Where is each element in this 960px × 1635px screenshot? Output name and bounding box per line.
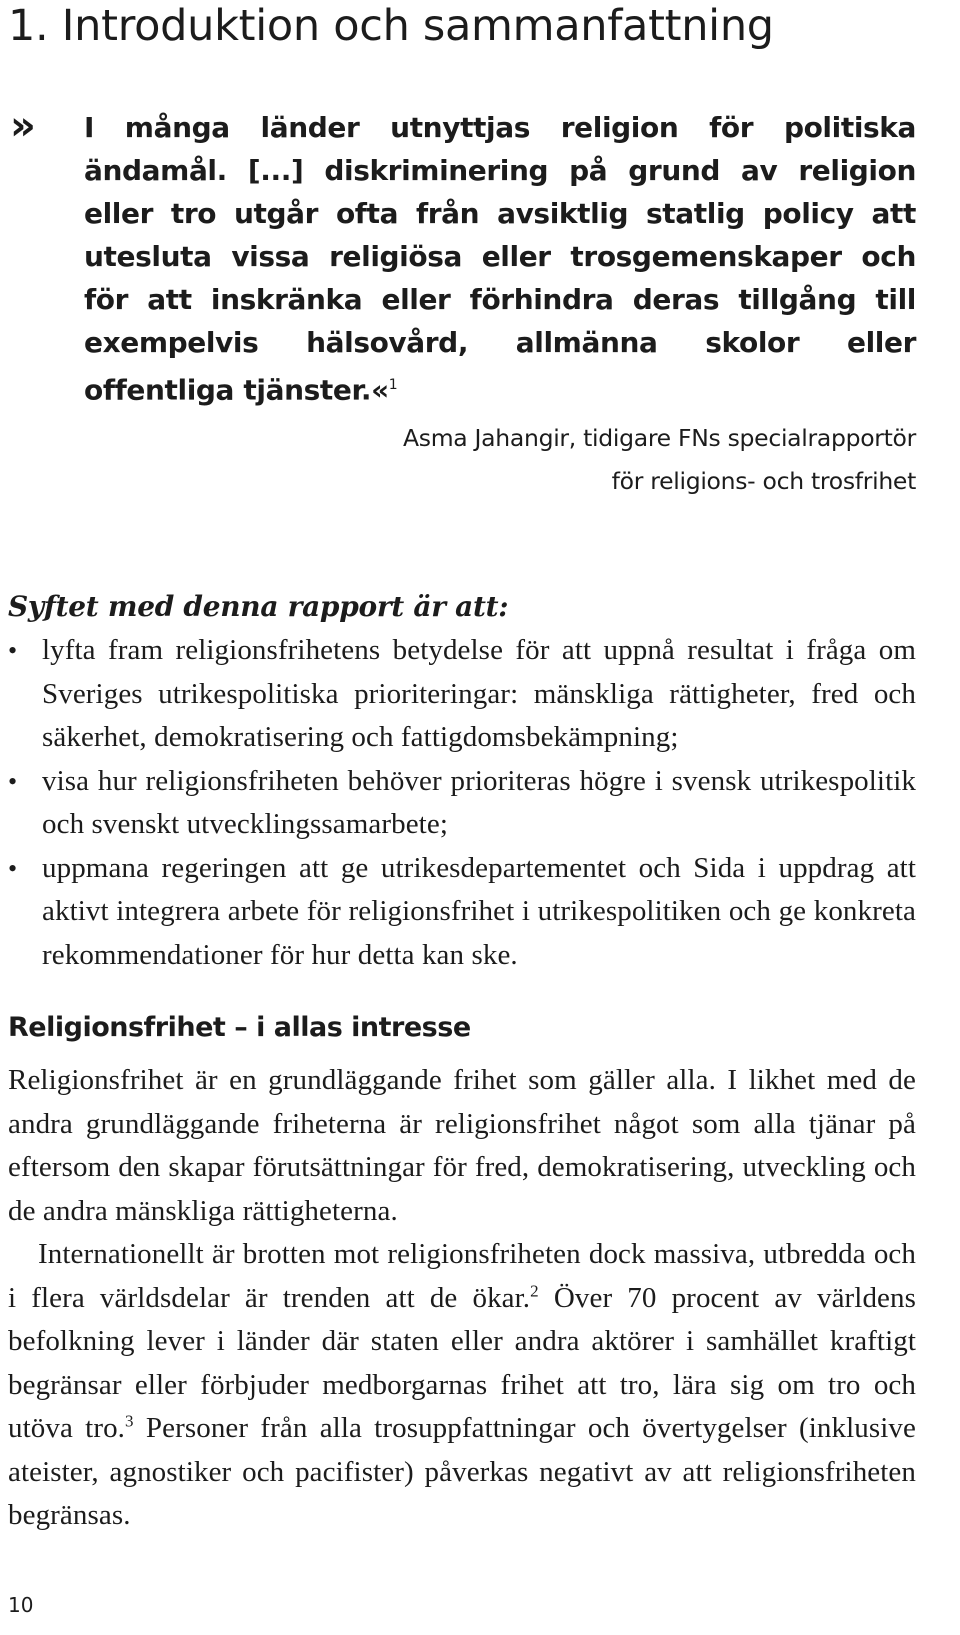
section-body xyxy=(8,1059,916,1538)
quote-text: I många länder utnyttjas religion för politiska ändamål. [...] diskriminering på grund av religion eller tro utgår ofta från avsiktlig statlig policy att utesluta vissa religiösa eller trosgemenskaper och för att inskränka eller förhindra deras tillgång till exempelvis hälsovård, allmänna skolor eller offentliga tjänster.« xyxy=(84,111,916,407)
epigraph-quote xyxy=(8,103,916,411)
body-paragraph-2 xyxy=(8,1233,916,1538)
purpose-list xyxy=(8,629,916,977)
chapter-title: 1. Introduktion och sammanfattning xyxy=(8,1,774,51)
section-heading: Religionsfrihet – i allas intresse xyxy=(8,1012,471,1044)
purpose-list-item xyxy=(8,760,916,847)
quote-footnote-ref: 1 xyxy=(388,377,398,393)
paragraph-2-text-c: Personer från alla trosuppfattningar och övertygelser (inklusive ateister, agnostiker och pacifister) påverkas negativt av att religionsfriheten begränsas. xyxy=(8,1412,916,1532)
bullet-icon: • xyxy=(8,636,18,666)
purpose-heading: Syftet med denna rapport är att: xyxy=(8,590,509,624)
purpose-item-text: uppmana regeringen att ge utrikesdepartementet och Sida i uppdrag att aktivt integrera arbete för religionsfrihet i utrikespolitiken och ge konkreta rekommendationer för hur detta kan ske. xyxy=(42,851,916,971)
footnote-ref-2: 2 xyxy=(530,1281,539,1301)
body-paragraph-1: Religionsfrihet är en grundläggande frihet som gäller alla. I likhet med de andra grundläggande friheterna är religionsfrihet något som alla tjänar på eftersom den skapar förutsättningar för fred, demokratisering, utveckling och de andra mänskliga rättigheterna. xyxy=(8,1064,916,1227)
page-number: 10 xyxy=(8,1593,34,1617)
purpose-item-text: visa hur religionsfriheten behöver prioriteras högre i svensk utrikespolitik och svenskt utvecklingssamarbete; xyxy=(42,764,916,841)
quote-attribution xyxy=(8,417,916,503)
paragraph-2-text-a: Internationellt är brotten mot religionsfriheten dock massiva, utbredda och i flera världsdelar är trenden att de ökar. xyxy=(8,1238,916,1314)
attribution-line-1: Asma Jahangir, tidigare FNs specialrapportör xyxy=(402,424,916,453)
paragraph-2-text-b: Över 70 procent av världens befolkning lever i länder där staten eller andra aktörer i samhället kraftigt begränsar eller förbjuder medborgarnas frihet att tro, lära sig om tro och utöva tro. xyxy=(8,1281,917,1445)
purpose-list-item xyxy=(8,629,916,760)
footnote-ref-3: 3 xyxy=(125,1411,134,1431)
purpose-list-item xyxy=(8,847,916,978)
purpose-item-text: lyfta fram religionsfrihetens betydelse för att uppnå resultat i fråga om Sveriges utrikespolitiska prioriteringar: mänskliga rättigheter, fred och säkerhet, demokratisering och fattigdomsbekämpning; xyxy=(42,634,916,754)
attribution-line-2: för religions- och trosfrihet xyxy=(611,467,916,496)
bullet-icon: • xyxy=(8,766,18,796)
quote-open-mark: » xyxy=(10,103,36,149)
bullet-icon: • xyxy=(8,853,18,883)
